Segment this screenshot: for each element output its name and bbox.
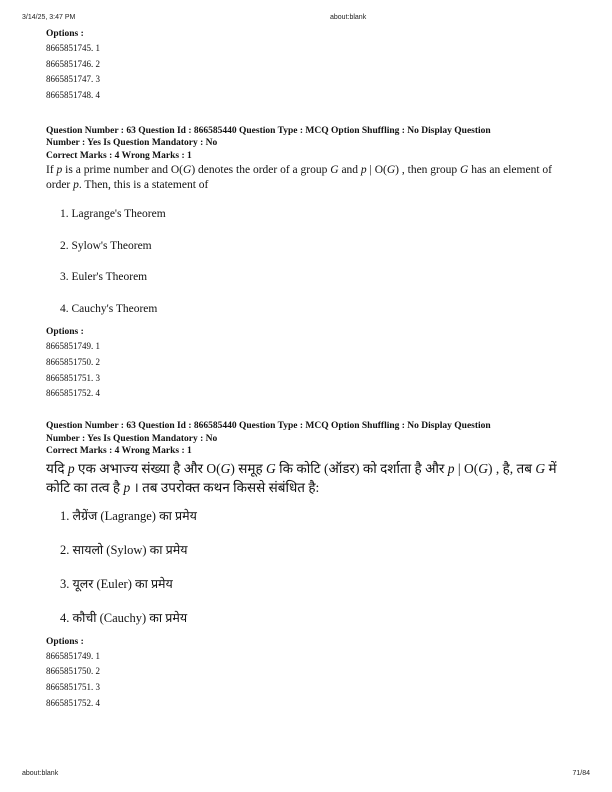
option-id: 8665851752. 4 bbox=[46, 388, 100, 399]
answer-choice: 3. Euler's Theorem bbox=[60, 271, 148, 284]
header-datetime: 3/14/25, 3:47 PM bbox=[22, 14, 76, 21]
option-id: 8665851750. 2 bbox=[46, 357, 100, 368]
option-id: 8665851752. 4 bbox=[46, 697, 100, 708]
option-id: 8665851748. 4 bbox=[46, 90, 100, 101]
question-header: Number : Yes Is Question Mandatory : No bbox=[46, 138, 218, 149]
question-marks: Correct Marks : 4 Wrong Marks : 1 bbox=[46, 150, 192, 161]
question-header: Number : Yes Is Question Mandatory : No bbox=[46, 433, 218, 444]
footer-url: about:blank bbox=[22, 770, 59, 777]
question-header: Question Number : 63 Question Id : 866585440 Question Type : MCQ Option Shuffling : No Display Question bbox=[46, 125, 491, 136]
previous-options-block bbox=[46, 27, 576, 104]
question-text: यदि p एक अभाज्य संख्या है और O(G) समूह G कि कोटि (ऑडर) को दर्शाता है और p | O(G) , है, तब G में कोटि का तत्व है p । तब उपरोक्त कथन किससे संबंधित है: bbox=[46, 460, 557, 495]
answer-choice: 4. Cauchy's Theorem bbox=[60, 302, 158, 315]
option-id: 8665851751. 3 bbox=[46, 682, 100, 693]
option-id: 8665851749. 1 bbox=[46, 341, 100, 352]
answer-choice: 1. Lagrange's Theorem bbox=[60, 208, 166, 221]
option-id: 8665851745. 1 bbox=[46, 43, 100, 53]
options-title: Options : bbox=[46, 636, 84, 647]
answer-choice: 2. Sylow's Theorem bbox=[60, 239, 152, 252]
question-marks: Correct Marks : 4 Wrong Marks : 1 bbox=[46, 446, 192, 457]
answer-choices bbox=[60, 199, 576, 325]
option-id: 8665851751. 3 bbox=[46, 372, 100, 383]
question-english bbox=[46, 125, 576, 402]
page-content bbox=[46, 27, 576, 711]
option-id: 8665851749. 1 bbox=[46, 650, 100, 661]
question-text: If p is a prime number and O(G) denotes the order of a group G and p | O(G) , then group G has an element of order p. Then, this is a statement of bbox=[46, 164, 552, 192]
answer-choice: 1. लैग्रेंज (Lagrange) का प्रमेय bbox=[60, 508, 197, 523]
answer-choice: 3. यूलर (Euler) का प्रमेय bbox=[60, 576, 173, 591]
options-title: Options : bbox=[46, 327, 84, 338]
answer-choices bbox=[60, 499, 576, 635]
question-header: Question Number : 63 Question Id : 866585440 Question Type : MCQ Option Shuffling : No Display Question bbox=[46, 421, 491, 432]
page-number: 71/84 bbox=[572, 770, 590, 777]
options-title: Options : bbox=[46, 29, 84, 39]
option-id: 8665851747. 3 bbox=[46, 74, 100, 85]
header-url: about:blank bbox=[330, 14, 367, 21]
question-hindi bbox=[46, 420, 576, 711]
option-id: 8665851750. 2 bbox=[46, 666, 100, 677]
answer-choice: 4. कौची (Cauchy) का प्रमेय bbox=[60, 610, 188, 625]
answer-choice: 2. सायलो (Sylow) का प्रमेय bbox=[60, 542, 188, 557]
option-id: 8665851746. 2 bbox=[46, 58, 100, 69]
